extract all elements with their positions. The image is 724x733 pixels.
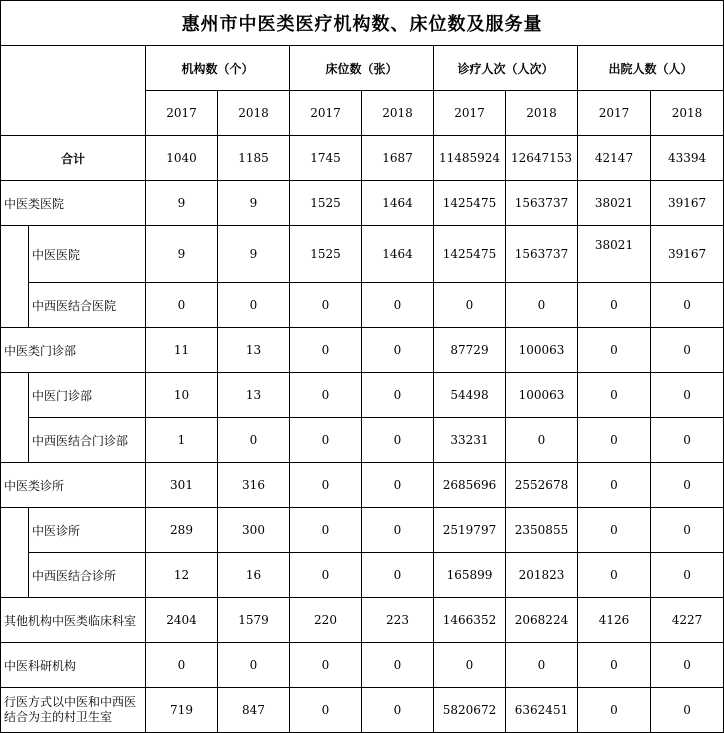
data-cell: 0: [651, 283, 724, 328]
data-cell: 0: [362, 508, 434, 553]
data-cell: 2519797: [434, 508, 506, 553]
data-cell: 847: [218, 688, 290, 733]
group-header-row: [1, 46, 724, 91]
data-cell: 0: [651, 553, 724, 598]
data-cell: 0: [290, 328, 362, 373]
table-row: [1, 643, 724, 688]
data-cell: 100063: [506, 328, 578, 373]
data-cell: 316: [218, 463, 290, 508]
data-cell: 10: [146, 373, 218, 418]
data-cell: 9: [218, 226, 290, 283]
data-cell: 2685696: [434, 463, 506, 508]
header-institutions: 机构数（个）: [146, 46, 290, 91]
indent-cell: [1, 373, 29, 463]
data-cell: 1425475: [434, 181, 506, 226]
data-cell: 4126: [578, 598, 651, 643]
header-discharges: 出院人数（人）: [578, 46, 724, 91]
data-cell: 1525: [290, 181, 362, 226]
data-cell: 0: [578, 283, 651, 328]
data-cell: 0: [651, 418, 724, 463]
data-cell: 223: [362, 598, 434, 643]
data-cell: 0: [578, 688, 651, 733]
data-cell: 1466352: [434, 598, 506, 643]
data-cell: 300: [218, 508, 290, 553]
data-cell: 0: [651, 328, 724, 373]
data-cell: 0: [578, 373, 651, 418]
table-row: [1, 553, 724, 598]
data-cell: 1464: [362, 181, 434, 226]
table-row: [1, 463, 724, 508]
data-cell: 0: [651, 373, 724, 418]
data-cell: 165899: [434, 553, 506, 598]
header-beds: 床位数（张）: [290, 46, 434, 91]
data-cell: 301: [146, 463, 218, 508]
data-cell: 2350855: [506, 508, 578, 553]
row-label: 中医科研机构: [1, 643, 146, 688]
data-cell: 4227: [651, 598, 724, 643]
data-cell: 87729: [434, 328, 506, 373]
data-cell: 2068224: [506, 598, 578, 643]
data-cell: 16: [218, 553, 290, 598]
data-cell: 42147: [578, 136, 651, 181]
year-cell: 2017: [146, 91, 218, 136]
data-cell: 0: [218, 418, 290, 463]
data-cell: 1185: [218, 136, 290, 181]
indent-cell: [1, 226, 29, 328]
data-cell: 38021: [578, 181, 651, 226]
row-label: 中医门诊部: [29, 373, 146, 418]
data-cell: 9: [146, 181, 218, 226]
table-row: [1, 226, 724, 283]
data-cell: 0: [362, 553, 434, 598]
table-row: [1, 418, 724, 463]
row-label: 中医诊所: [29, 508, 146, 553]
data-cell: 0: [362, 463, 434, 508]
data-cell: 0: [651, 688, 724, 733]
data-cell: 0: [578, 553, 651, 598]
data-cell: 6362451: [506, 688, 578, 733]
data-cell: 0: [578, 328, 651, 373]
year-cell: 2018: [651, 91, 724, 136]
data-cell: 0: [362, 643, 434, 688]
data-cell: 0: [578, 418, 651, 463]
data-cell: 33231: [434, 418, 506, 463]
table-row: [1, 136, 724, 181]
row-label: 其他机构中医类临床科室: [1, 598, 146, 643]
data-cell: 39167: [651, 226, 724, 283]
year-cell: 2017: [290, 91, 362, 136]
year-cell: 2018: [506, 91, 578, 136]
data-cell: 13: [218, 328, 290, 373]
data-cell: 719: [146, 688, 218, 733]
data-cell: 0: [290, 463, 362, 508]
data-cell: 1745: [290, 136, 362, 181]
data-cell: 1425475: [434, 226, 506, 283]
row-label: 合计: [1, 136, 146, 181]
year-cell: 2017: [578, 91, 651, 136]
data-cell: 0: [290, 643, 362, 688]
data-cell: 0: [434, 283, 506, 328]
data-cell: 289: [146, 508, 218, 553]
row-label: 中医类诊所: [1, 463, 146, 508]
data-cell: 201823: [506, 553, 578, 598]
data-cell: 0: [651, 463, 724, 508]
table-row: [1, 181, 724, 226]
data-cell: 0: [146, 283, 218, 328]
data-cell: 220: [290, 598, 362, 643]
data-cell: 54498: [434, 373, 506, 418]
data-cell: 2552678: [506, 463, 578, 508]
year-cell: 2018: [362, 91, 434, 136]
data-cell: 0: [290, 508, 362, 553]
data-cell: 1579: [218, 598, 290, 643]
data-cell: 0: [218, 283, 290, 328]
data-cell: 1040: [146, 136, 218, 181]
data-cell: 0: [362, 418, 434, 463]
data-cell: 0: [506, 283, 578, 328]
table-title: 惠州市中医类医疗机构数、床位数及服务量: [1, 1, 724, 46]
indent-cell: [1, 508, 29, 598]
corner-cell: [1, 46, 146, 136]
row-label: 中医类医院: [1, 181, 146, 226]
data-cell: 1525: [290, 226, 362, 283]
data-cell: 43394: [651, 136, 724, 181]
row-label: 中西医结合医院: [29, 283, 146, 328]
data-cell: 11: [146, 328, 218, 373]
table-row: [1, 598, 724, 643]
table-row: [1, 508, 724, 553]
data-cell: 1464: [362, 226, 434, 283]
data-cell: 0: [290, 418, 362, 463]
row-label: 中医医院: [29, 226, 146, 283]
data-cell: 2404: [146, 598, 218, 643]
data-cell: 0: [362, 688, 434, 733]
data-cell: 1563737: [506, 226, 578, 283]
data-cell: 39167: [651, 181, 724, 226]
table-row: [1, 283, 724, 328]
row-label: 中医类门诊部: [1, 328, 146, 373]
year-cell: 2018: [218, 91, 290, 136]
data-cell: 0: [651, 643, 724, 688]
table-row: [1, 328, 724, 373]
data-cell: 12: [146, 553, 218, 598]
data-cell: 0: [362, 328, 434, 373]
data-cell: 0: [506, 418, 578, 463]
data-cell: 0: [578, 643, 651, 688]
data-cell: 0: [290, 373, 362, 418]
data-cell: 0: [362, 283, 434, 328]
row-label: 行医方式以中医和中西医结合为主的村卫生室: [1, 688, 146, 733]
data-cell: 0: [290, 688, 362, 733]
data-cell: 0: [434, 643, 506, 688]
data-cell: 11485924: [434, 136, 506, 181]
data-cell: 0: [578, 508, 651, 553]
data-cell: 12647153: [506, 136, 578, 181]
data-cell: 0: [578, 463, 651, 508]
data-cell: 38021: [578, 226, 651, 283]
data-cell: 9: [218, 181, 290, 226]
data-cell: 0: [506, 643, 578, 688]
data-cell: 0: [651, 508, 724, 553]
data-cell: 1687: [362, 136, 434, 181]
data-cell: 1: [146, 418, 218, 463]
data-cell: 1563737: [506, 181, 578, 226]
data-cell: 100063: [506, 373, 578, 418]
row-label: 中西医结合诊所: [29, 553, 146, 598]
title-row: [1, 1, 724, 46]
data-cell: 0: [362, 373, 434, 418]
data-cell: 5820672: [434, 688, 506, 733]
year-cell: 2017: [434, 91, 506, 136]
data-cell: 0: [218, 643, 290, 688]
data-cell: 0: [290, 553, 362, 598]
data-cell: 13: [218, 373, 290, 418]
data-cell: 9: [146, 226, 218, 283]
row-label: 中西医结合门诊部: [29, 418, 146, 463]
data-cell: 0: [290, 283, 362, 328]
data-cell: 0: [146, 643, 218, 688]
table-row: [1, 373, 724, 418]
header-visits: 诊疗人次（人次）: [434, 46, 578, 91]
